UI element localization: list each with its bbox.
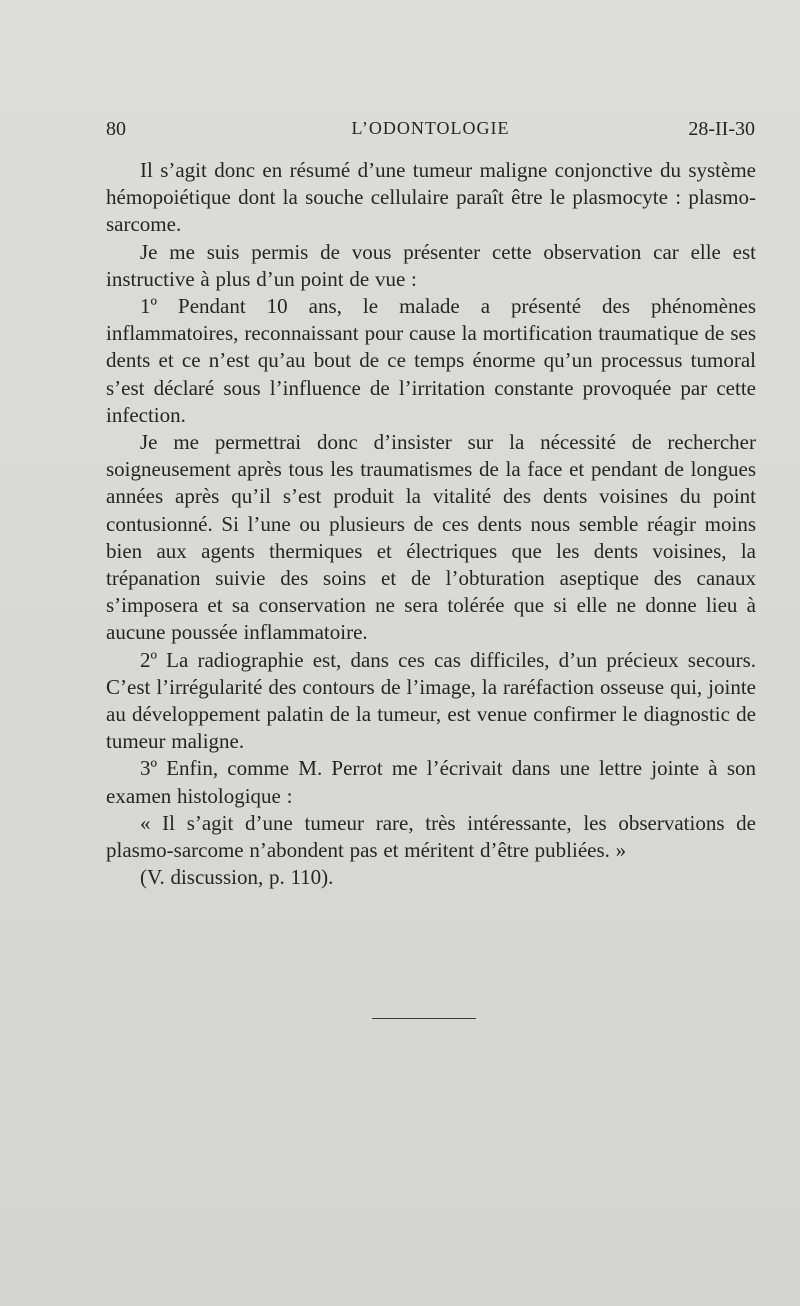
paragraph-point-1: 1º Pendant 10 ans, le malade a présenté des phénomènes inflammatoires, reconnaissant pour cause la mortification traumatique de ses dents et ce n’est qu’au bout de ce temps énorme qu’un processus tumoral s’est déclaré sous l’influence de l’irritation constante provoquée par cette infection. xyxy=(106,294,756,427)
body-text xyxy=(106,157,756,891)
paragraph-summary: Il s’agit donc en résumé d’une tumeur maligne conjonctive du système hémopoiétique dont la souche cellulaire paraît être le plasmocyte : plasmo-sarcome. xyxy=(106,158,756,237)
issue-date: 28-II-30 xyxy=(688,118,755,140)
running-header xyxy=(106,118,755,144)
paragraph-quote: « Il s’agit d’une tumeur rare, très intéressante, les observations de plasmo-sarcome n’abondent pas et méritent d’être publiées. » xyxy=(106,810,756,863)
page-number: 80 xyxy=(106,118,126,140)
paragraph-point-2: 2º La radiographie est, dans ces cas difficiles, d’un précieux secours. C’est l’irrégularité des contours de l’image, la raréfaction osseuse qui, jointe au développement palatin de la tumeur, est venue confirmer le diagnostic de tumeur maligne. xyxy=(106,647,756,754)
end-rule xyxy=(372,1018,476,1019)
paragraph-intro: Je me suis permis de vous présenter cette observation car elle est instructive à plus d’un point de vue : xyxy=(106,239,756,291)
paragraph-point-3: 3º Enfin, comme M. Perrot me l’écrivait dans une lettre jointe à son examen histologique : xyxy=(106,756,756,808)
paragraph-reference: (V. discussion, p. 110). xyxy=(140,865,334,890)
paragraph-recommendation: Je me permettrai donc d’insister sur la nécessité de rechercher soigneusement après tous les traumatismes de la face et pendant de longues années après qu’il s’est produit la vitalité des dents voisines du point contusionné. Si l’une ou plusieurs de ces dents nous semble réagir moins bien aux agents thermiques et électriques que les dents voisines, la trépanation suivie des soins et de l’obturation aseptique des canaux s’imposera et sa conservation ne sera tolérée que si elle ne donne lieu à aucune poussée inflammatoire. xyxy=(106,430,756,645)
journal-title: L’ODONTOLOGIE xyxy=(351,118,510,138)
